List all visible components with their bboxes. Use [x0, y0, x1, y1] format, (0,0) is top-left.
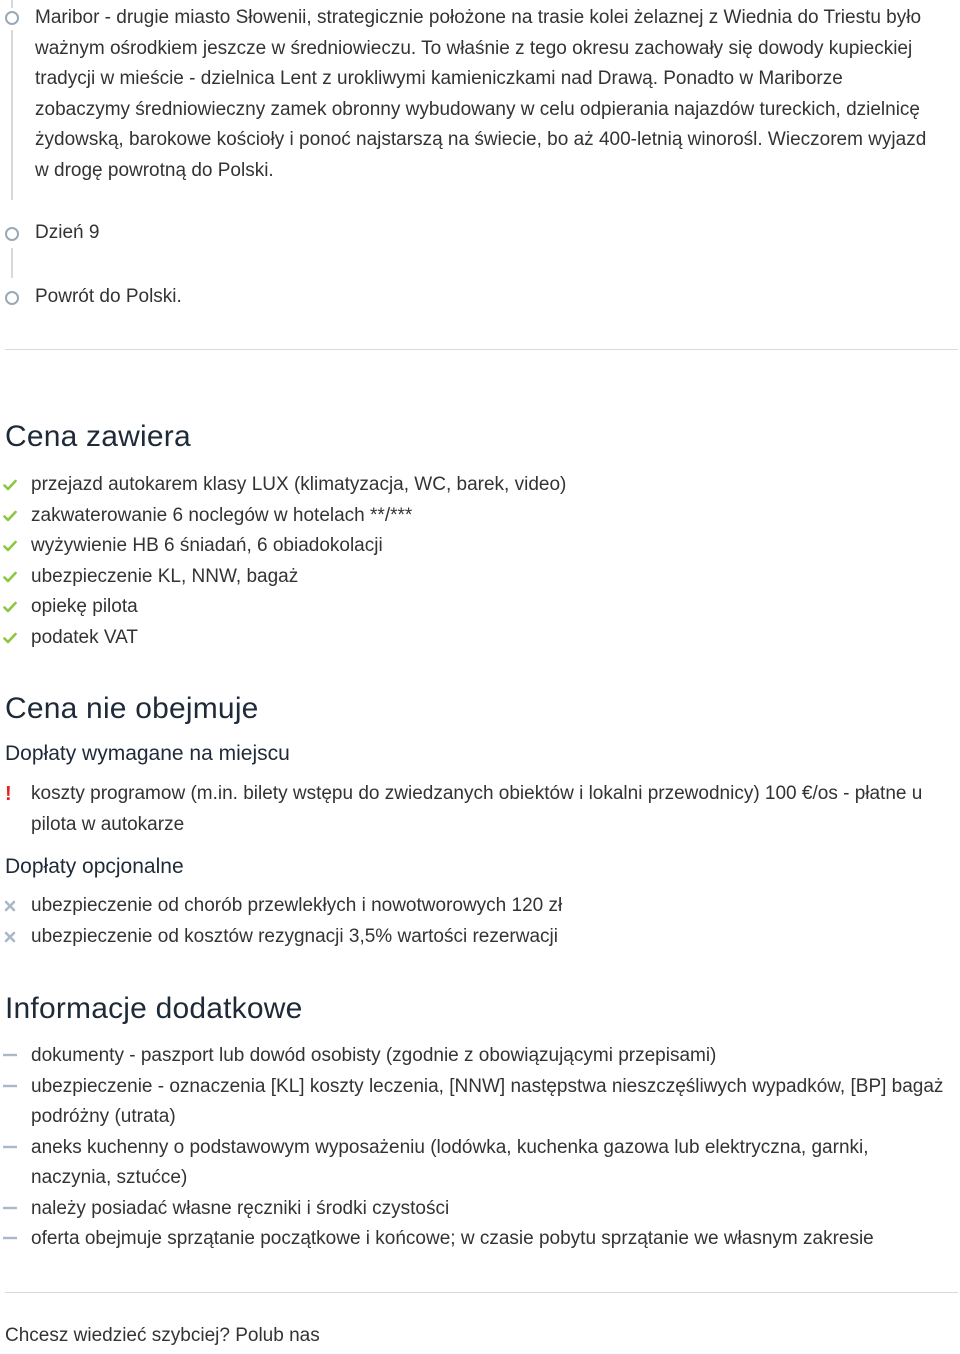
- section-divider: [5, 349, 958, 350]
- list-item: ubezpieczenie KL, NNW, bagaż: [0, 562, 950, 593]
- section-heading-excluded: Cena nie obejmuje: [5, 692, 259, 725]
- timeline-line: [11, 30, 13, 200]
- cross-icon: [3, 930, 17, 944]
- check-icon: [3, 478, 17, 492]
- list-item: ubezpieczenie od chorób przewlekłych i nowotworowych 120 zł: [0, 891, 950, 922]
- itinerary-day-label: Dzień 9: [35, 222, 100, 243]
- list-item: zakwaterowanie 6 noclegów w hotelach **/***: [0, 501, 950, 532]
- timeline-line: [11, 248, 13, 278]
- section-divider: [5, 1292, 958, 1293]
- list-item: należy posiadać własne ręczniki i środki czystości: [0, 1194, 950, 1225]
- list-item: ubezpieczenie - oznaczenia [KL] koszty leczenia, [NNW] następstwa nieszczęśliwych wypadków, [BP] bagaż podróżny (utrata): [0, 1072, 950, 1133]
- subheading-optional-fees: Dopłaty opcjonalne: [5, 855, 184, 878]
- timeline-dot-icon: [5, 227, 19, 241]
- social-cta-link[interactable]: Chcesz wiedzieć szybciej? Polub nas: [5, 1325, 320, 1346]
- list-item: opiekę pilota: [0, 592, 950, 623]
- dash-icon: [3, 1202, 17, 1216]
- optional-fees-list: [0, 891, 950, 952]
- list-item: podatek VAT: [0, 623, 950, 654]
- dash-icon: [3, 1080, 17, 1094]
- section-heading-additional: Informacje dodatkowe: [5, 992, 303, 1025]
- additional-info-list: [0, 1041, 950, 1255]
- cross-icon: [3, 899, 17, 913]
- check-icon: [3, 570, 17, 584]
- itinerary-day-description: Powrót do Polski.: [35, 286, 182, 307]
- check-icon: [3, 600, 17, 614]
- timeline-line: [11, 0, 13, 8]
- dash-icon: [3, 1232, 17, 1246]
- timeline-dot-icon: [5, 11, 19, 25]
- check-icon: [3, 509, 17, 523]
- exclamation-icon: !: [5, 783, 12, 805]
- list-item: aneks kuchenny o podstawowym wyposażeniu (lodówka, kuchenka gazowa lub elektryczna, garnki, naczynia, sztućce): [0, 1133, 950, 1194]
- section-heading-included: Cena zawiera: [5, 420, 191, 453]
- list-item: ! koszty programow (m.in. bilety wstępu do zwiedzanych obiektów i lokalni przewodnicy) 100 €/os - płatne u pilota w autokarze: [0, 779, 950, 840]
- list-item: wyżywienie HB 6 śniadań, 6 obiadokolacji: [0, 531, 950, 562]
- list-item: oferta obejmuje sprzątanie początkowe i końcowe; w czasie pobytu sprzątanie we własnym zakresie: [0, 1224, 950, 1255]
- check-icon: [3, 631, 17, 645]
- list-item: dokumenty - paszport lub dowód osobisty (zgodnie z obowiązującymi przepisami): [0, 1041, 950, 1072]
- dash-icon: [3, 1049, 17, 1063]
- required-fees-list: [0, 779, 950, 840]
- list-item: przejazd autokarem klasy LUX (klimatyzacja, WC, barek, video): [0, 470, 950, 501]
- itinerary-day-description: Maribor - drugie miasto Słowenii, strategicznie położone na trasie kolei żelaznej z Wiednia do Triestu było ważnym ośrodkiem jeszcze w średniowieczu. To właśnie z tego okresu zachowały się dowody kupieckiej tradycji w mieście - dzielnica Lent z urokliwymi kamieniczkami nad Drawą. Ponadto w Mariborze zobaczymy średniowieczny zamek obronny wybudowany w celu odpierania najazdów tureckich, dzielnicę żydowską, barokowe kościoły i ponoć najstarszą na świecie, bo aż 400-letnią winorośl. Wieczorem wyjazd w drogę powrotną do Polski.: [35, 7, 927, 181]
- timeline-dot-icon: [5, 291, 19, 305]
- subheading-required-fees: Dopłaty wymagane na miejscu: [5, 742, 290, 765]
- dash-icon: [3, 1141, 17, 1155]
- included-list: [0, 470, 950, 653]
- list-item: ubezpieczenie od kosztów rezygnacji 3,5% wartości rezerwacji: [0, 922, 950, 953]
- check-icon: [3, 539, 17, 553]
